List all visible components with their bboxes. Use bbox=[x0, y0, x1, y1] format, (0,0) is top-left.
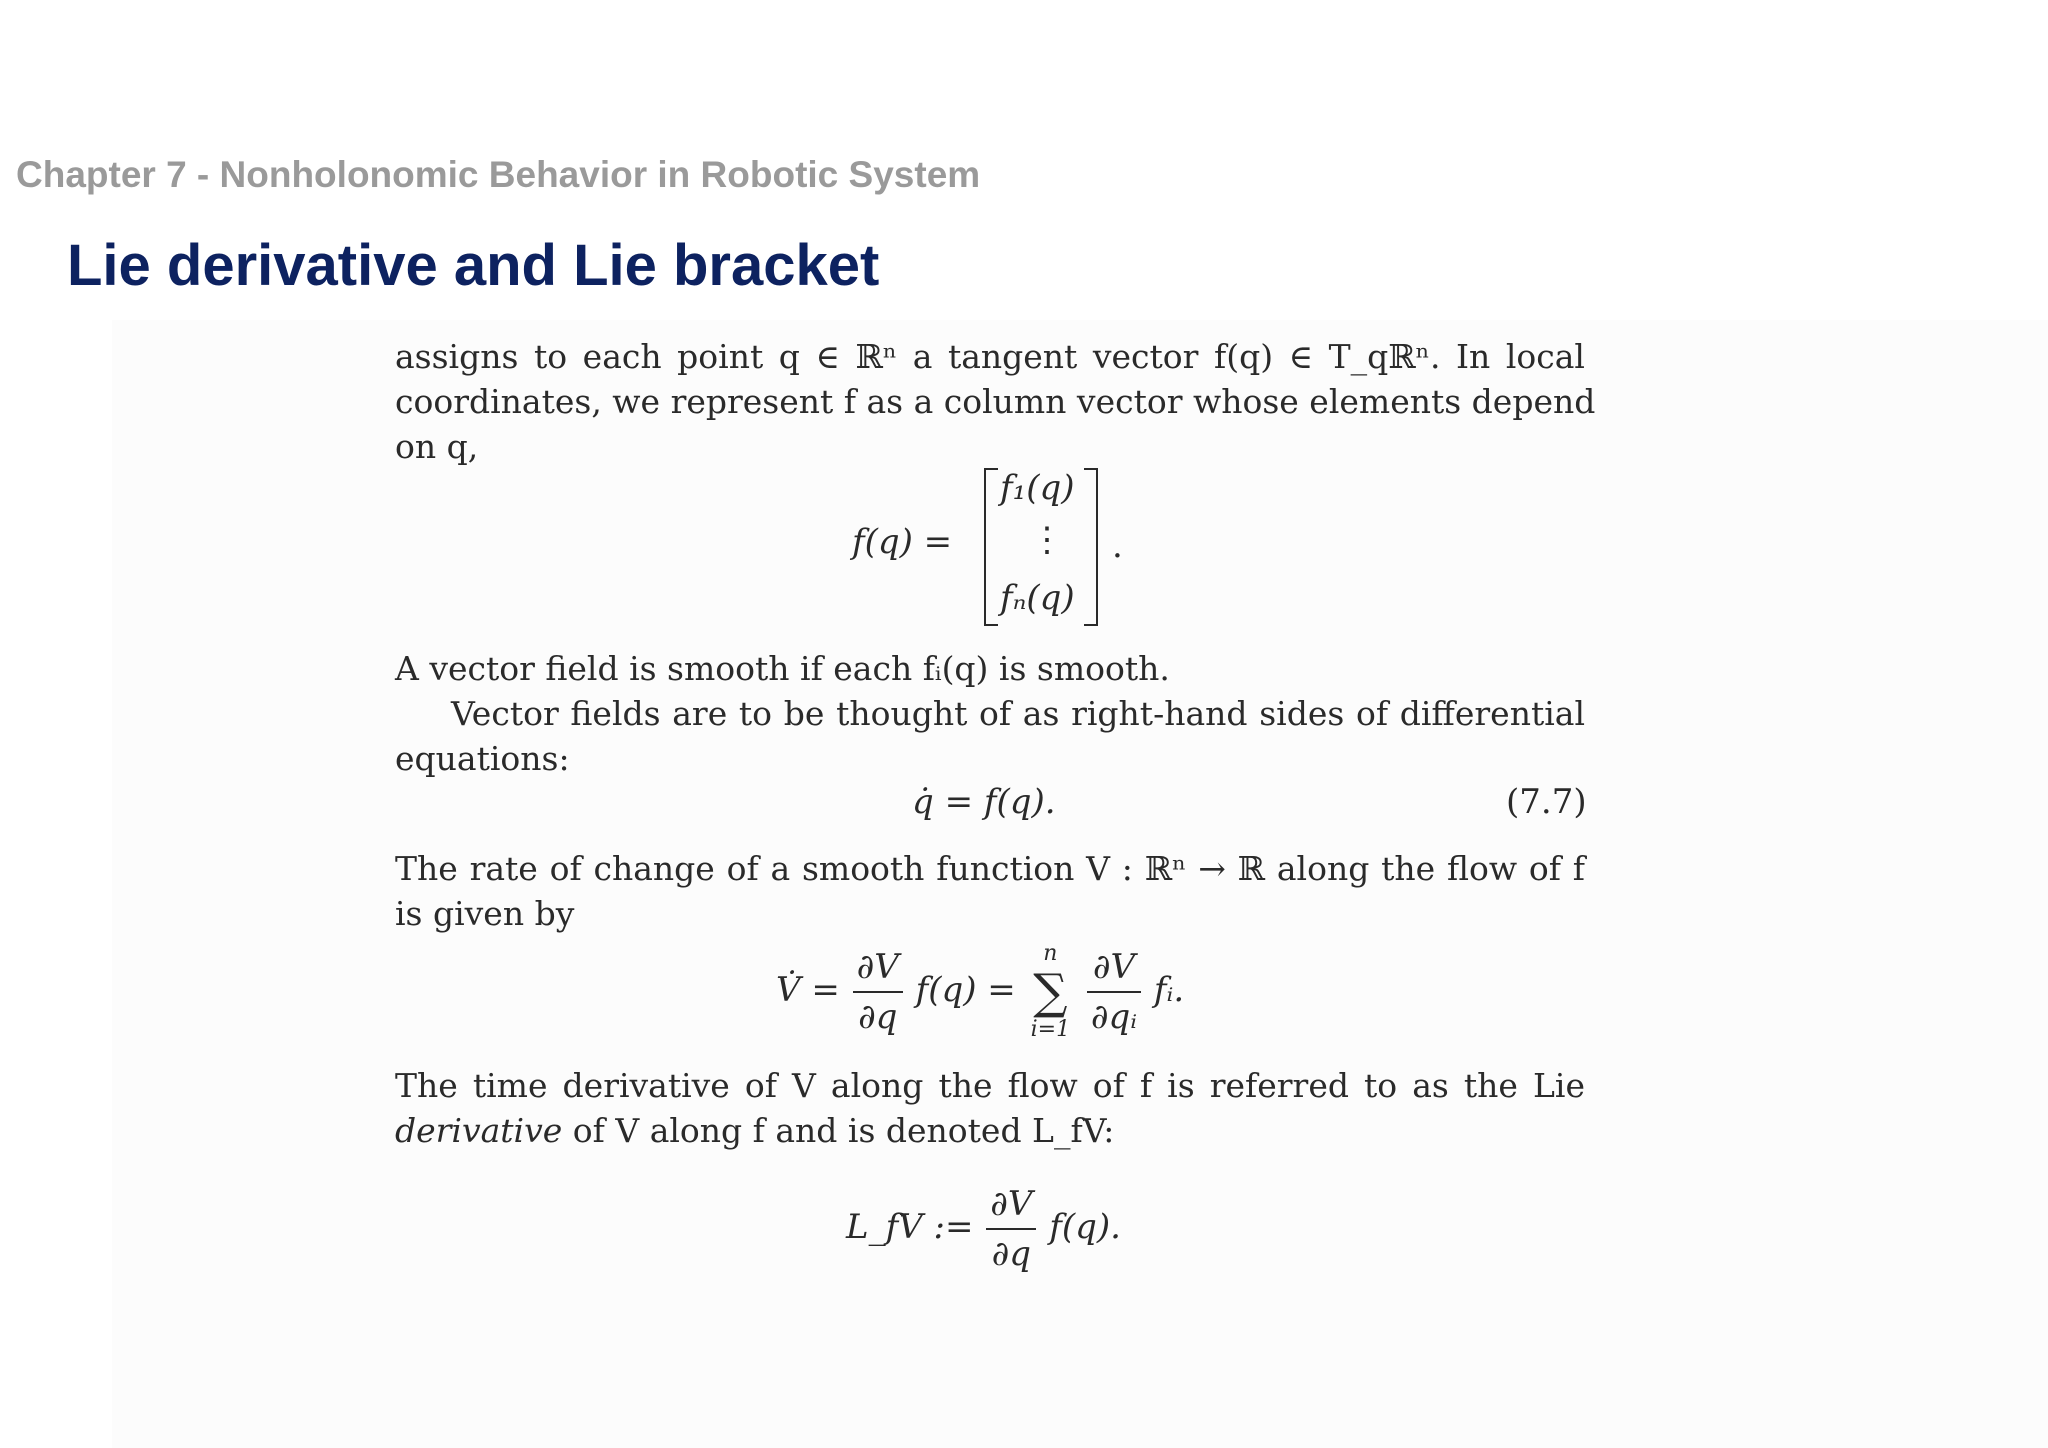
summation bbox=[1031, 942, 1070, 1042]
vector-entry-top: f₁(q) bbox=[1000, 468, 1075, 508]
text-line-rest: of V along f and is denoted L_fV: bbox=[572, 1111, 1115, 1150]
partial-fraction bbox=[1087, 947, 1141, 1037]
vdot-middle: f(q) = bbox=[915, 970, 1016, 1010]
fraction-numerator: ∂V bbox=[1087, 947, 1141, 993]
sum-symbol: ∑ bbox=[1033, 964, 1068, 1020]
equation-7-7: q̇ = f(q). bbox=[912, 782, 1056, 822]
chapter-heading: Chapter 7 - Nonholonomic Behavior in Robotic System bbox=[16, 154, 981, 195]
emphasis-term: derivative bbox=[395, 1111, 563, 1150]
vdot-equation bbox=[776, 942, 1184, 1042]
fraction-numerator: ∂V bbox=[986, 1184, 1036, 1230]
matrix-period: . bbox=[1112, 526, 1123, 566]
text-line: is given by bbox=[395, 894, 575, 933]
vdot-end: fᵢ. bbox=[1153, 970, 1185, 1010]
fraction-numerator: ∂V bbox=[853, 947, 903, 993]
text-line: equations: bbox=[395, 739, 570, 778]
fraction-denominator: ∂q bbox=[991, 1234, 1032, 1274]
text-line: The time derivative of V along the flow of f is referred to as the Lie bbox=[395, 1066, 1585, 1105]
partial-fraction bbox=[986, 1184, 1036, 1274]
paragraph-intro bbox=[395, 334, 1596, 469]
lie-end: f(q). bbox=[1049, 1207, 1121, 1247]
matrix-lhs: f(q) = bbox=[852, 522, 953, 562]
sum-lower-limit: i=1 bbox=[1030, 1017, 1071, 1042]
lie-lhs: L_fV := bbox=[846, 1207, 974, 1247]
right-bracket bbox=[1084, 468, 1098, 626]
text-line: A vector field is smooth if each fᵢ(q) is smooth. bbox=[395, 649, 1170, 688]
text-line: assigns to each point q ∈ ℝⁿ a tangent vector f(q) ∈ T_qℝⁿ. In local bbox=[395, 337, 1585, 376]
text-line: Vector fields are to be thought of as right-hand sides of differential bbox=[451, 694, 1585, 733]
column-vector bbox=[984, 468, 1098, 626]
paragraph-rate bbox=[395, 846, 1585, 936]
vector-entry-dots: ⋮ bbox=[1030, 520, 1064, 560]
lie-derivative-equation bbox=[846, 1184, 1121, 1274]
text-line bbox=[395, 1108, 1585, 1153]
fraction-denominator: ∂q bbox=[858, 997, 898, 1037]
slide-title: Lie derivative and Lie bracket bbox=[67, 233, 880, 298]
paragraph-smooth bbox=[395, 646, 1585, 781]
vector-entry-bottom: fₙ(q) bbox=[1000, 578, 1075, 618]
paragraph-lie-derivative bbox=[395, 1063, 1585, 1153]
fraction-denominator: ∂qᵢ bbox=[1090, 997, 1138, 1037]
sum-upper-limit: n bbox=[1043, 941, 1058, 966]
text-line: The rate of change of a smooth function V : ℝⁿ → ℝ along the flow of f bbox=[395, 849, 1585, 888]
equation-label: (7.7) bbox=[1506, 782, 1587, 822]
text-line: coordinates, we represent f as a column vector whose elements depend bbox=[395, 382, 1596, 421]
vdot-lhs: V̇ = bbox=[776, 970, 840, 1010]
left-bracket bbox=[984, 468, 998, 626]
text-line: on q, bbox=[395, 427, 479, 466]
partial-fraction bbox=[853, 947, 903, 1037]
